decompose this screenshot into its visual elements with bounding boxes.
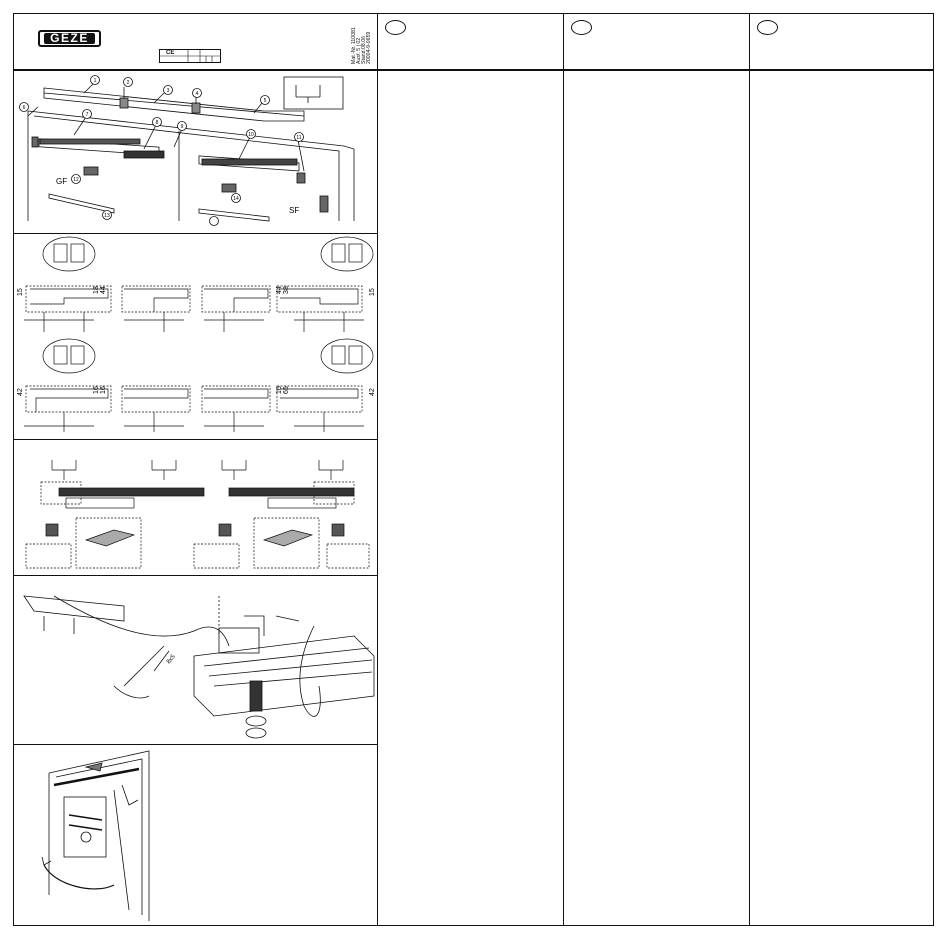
dimension-label: 15 [369, 288, 376, 296]
dimension-label: 44 [276, 286, 283, 294]
cable-label: 8x5 [165, 654, 177, 666]
part-callout: 5 [263, 98, 267, 104]
dimension-label: 42 [17, 388, 24, 396]
mounting-dimensions-figure [14, 234, 376, 438]
part-callout: 2 [126, 80, 130, 86]
dimension-label: 18 [93, 286, 100, 294]
language-badge [571, 20, 592, 35]
language-badge [385, 20, 406, 35]
dimension-label: 38 [283, 286, 290, 294]
part-callout: 11 [296, 135, 302, 141]
part-callout: 9 [180, 124, 184, 130]
dimension-label: 65 [283, 386, 290, 394]
document-meta: Mat.-Nr. 110081 Ausf. 5 | 02 Stand:08.06 20004-9-0659 [351, 27, 372, 64]
dimension-label: 16 [93, 386, 100, 394]
part-callout: 1 [93, 78, 97, 84]
part-callout: 3 [166, 88, 170, 94]
ce-mark: CE [166, 50, 175, 56]
dimension-label: 15 [17, 288, 24, 296]
part-callout: 12 [73, 177, 79, 183]
part-callout: 10 [248, 132, 254, 138]
column-divider [377, 13, 378, 926]
door-operation-figure [14, 745, 376, 925]
part-callout: 14 [233, 196, 239, 202]
operator-mounting-figure [14, 440, 376, 574]
sf-label: SF [289, 206, 300, 215]
geze-logo: GEZE [38, 30, 101, 47]
gf-label: GF [56, 177, 68, 186]
cable-connection-figure [14, 576, 376, 743]
column-divider [749, 13, 750, 926]
dimension-label: 16 [100, 386, 107, 394]
exploded-assembly-figure [14, 71, 376, 232]
dimension-label: 42 [369, 388, 376, 396]
part-callout: 13 [104, 213, 110, 219]
part-callout: 6 [22, 105, 26, 111]
part-callout: 4 [195, 91, 199, 97]
column-divider [563, 13, 564, 926]
part-callout: 7 [85, 112, 89, 118]
dimension-label: 44 [100, 286, 107, 294]
dimension-label: 16 [276, 386, 283, 394]
part-callout: 8 [155, 120, 159, 126]
language-badge [757, 20, 778, 35]
